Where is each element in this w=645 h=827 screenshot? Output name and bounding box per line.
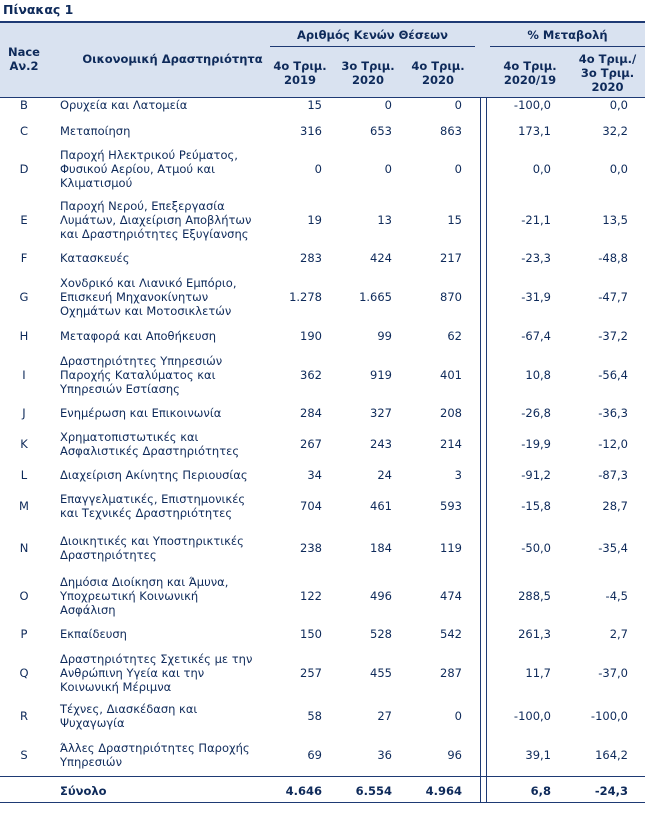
row-chg-qoq: -87,3 [598, 468, 628, 482]
row-q4-2020: 0 [454, 98, 462, 112]
row-q3-2020: 99 [377, 329, 392, 343]
row-activity-line: Κατασκευές [60, 251, 130, 265]
row-activity-line: Επισκευή Μηχανοκίνητων [60, 290, 209, 304]
total-change-qoq: -24,3 [594, 784, 628, 798]
row-nace-code: P [20, 627, 28, 641]
row-nace-code: G [19, 290, 29, 304]
row-nace-code: I [22, 368, 26, 382]
row-chg-qoq: 164,2 [595, 748, 628, 762]
row-q4-2019: 1.278 [289, 290, 322, 304]
row-activity [60, 575, 285, 617]
row-chg-qoq: 32,2 [602, 124, 628, 138]
row-activity-line: και Δραστηριότητες Εξυγίανσης [60, 227, 249, 241]
row-activity [60, 276, 285, 318]
row-q4-2020: 593 [440, 499, 462, 513]
row-chg-yoy: -21,1 [521, 213, 551, 227]
row-chg-qoq: -12,0 [598, 437, 628, 451]
row-q4-2020: 96 [447, 748, 462, 762]
row-activity-line: Χρηματοπιστωτικές και [60, 430, 199, 444]
row-chg-yoy: -26,8 [521, 406, 551, 420]
header-vacancies-group: Αριθμός Κενών Θέσεων [296, 28, 449, 42]
header-q4-2019: 4ο Τριμ. 2019 [273, 59, 327, 87]
row-chg-yoy: 10,8 [525, 368, 551, 382]
row-activity-line: Ανθρώπινη Υγεία και την [60, 666, 205, 680]
row-chg-yoy: -67,4 [521, 329, 551, 343]
row-activity-line: Άλλες Δραστηριότητες Παροχής [60, 741, 250, 755]
row-q4-2019: 19 [307, 213, 322, 227]
row-nace-code: E [20, 213, 28, 227]
row-q4-2020: 208 [440, 406, 462, 420]
row-activity-line: Διαχείριση Ακίνητης Περιουσίας [60, 468, 248, 482]
row-q4-2019: 257 [300, 666, 322, 680]
row-chg-qoq: 13,5 [602, 213, 628, 227]
row-q4-2019: 238 [300, 541, 322, 555]
row-q4-2019: 122 [300, 589, 322, 603]
row-chg-qoq: -35,4 [598, 541, 628, 555]
total-q4-2019: 4.646 [285, 784, 322, 798]
row-chg-yoy: -100,0 [513, 709, 551, 723]
row-nace-code: M [19, 499, 29, 513]
row-activity-line: Ασφάλιση [60, 603, 116, 617]
row-q3-2020: 528 [370, 627, 392, 641]
row-chg-qoq: 28,7 [602, 499, 628, 513]
row-chg-yoy: 173,1 [518, 124, 551, 138]
row-q4-2020: 401 [440, 368, 462, 382]
row-q3-2020: 653 [370, 124, 392, 138]
row-chg-qoq: -4,5 [605, 589, 628, 603]
row-nace-code: L [20, 468, 28, 482]
row-activity-line: Εκπαίδευση [60, 627, 127, 641]
row-chg-yoy: -91,2 [521, 468, 551, 482]
row-activity-line: Μεταφορά και Αποθήκευση [60, 329, 217, 343]
row-activity-line: Χονδρικό και Λιανικό Εμπόριο, [60, 276, 237, 290]
row-activity [60, 741, 285, 769]
row-chg-yoy: -23,3 [521, 251, 551, 265]
row-q4-2019: 190 [300, 329, 322, 343]
row-nace-code: D [19, 162, 29, 176]
header-q4-2020: 4ο Τριμ. 2020 [411, 59, 465, 87]
row-q3-2020: 496 [370, 589, 392, 603]
row-activity-line: Παροχή Νερού, Επεξεργασία [60, 199, 225, 213]
row-q4-2019: 150 [300, 627, 322, 641]
row-nace-code: K [20, 437, 28, 451]
row-q4-2020: 62 [447, 329, 462, 343]
row-chg-qoq: -37,2 [598, 329, 628, 343]
row-q4-2019: 267 [300, 437, 322, 451]
header-change-group: % Μεταβολή [527, 28, 608, 42]
total-label: Σύνολο [60, 784, 107, 798]
row-chg-yoy: -15,8 [521, 499, 551, 513]
row-activity-line: Οχημάτων και Μοτοσικλετών [60, 304, 232, 318]
row-q4-2020: 3 [454, 468, 462, 482]
row-activity-line: Φυσικού Αερίου, Ατμού και [60, 162, 215, 176]
row-activity-line: Παροχή Ηλεκτρικού Ρεύματος, [60, 148, 238, 162]
row-q3-2020: 184 [370, 541, 392, 555]
row-chg-yoy: 11,7 [525, 666, 551, 680]
row-q4-2020: 0 [454, 162, 462, 176]
column-divider-right [486, 97, 487, 802]
row-chg-yoy: -50,0 [521, 541, 551, 555]
row-nace-code: B [20, 98, 28, 112]
row-nace-code: S [20, 748, 28, 762]
row-activity-line: Υπηρεσιών Εστίασης [60, 382, 180, 396]
row-chg-yoy: 39,1 [525, 748, 551, 762]
row-nace-code: N [19, 541, 29, 555]
row-q3-2020: 424 [370, 251, 392, 265]
row-chg-qoq: -56,4 [598, 368, 628, 382]
row-activity-line: Λυμάτων, Διαχείριση Αποβλήτων [60, 213, 252, 227]
row-q3-2020: 919 [370, 368, 392, 382]
row-activity [60, 354, 285, 396]
row-q3-2020: 461 [370, 499, 392, 513]
row-q4-2020: 287 [440, 666, 462, 680]
row-chg-yoy: 261,3 [518, 627, 551, 641]
row-activity-line: Τέχνες, Διασκέδαση και [60, 702, 198, 716]
row-q4-2020: 542 [440, 627, 462, 641]
header-q3-2020: 3ο Τριμ. 2020 [341, 59, 395, 87]
row-activity-line: Ορυχεία και Λατομεία [60, 98, 188, 112]
row-q4-2019: 362 [300, 368, 322, 382]
row-activity [60, 124, 285, 138]
row-q4-2020: 870 [440, 290, 462, 304]
row-chg-qoq: -37,0 [598, 666, 628, 680]
row-activity-line: Υπηρεσιών [60, 755, 122, 769]
header-change-rule [490, 46, 645, 47]
row-q4-2020: 863 [440, 124, 462, 138]
row-activity-line: Ασφαλιστικές Δραστηριότητες [60, 444, 240, 458]
row-activity [60, 251, 285, 265]
row-q4-2019: 283 [300, 251, 322, 265]
row-q4-2020: 15 [447, 213, 462, 227]
row-activity-line: Δραστηριότητες Υπηρεσιών [60, 354, 223, 368]
row-activity-line: Παροχής Καταλύματος και [60, 368, 216, 382]
row-q3-2020: 13 [377, 213, 392, 227]
row-q4-2019: 34 [307, 468, 322, 482]
row-activity-line: Υποχρεωτική Κοινωνική [60, 589, 199, 603]
row-activity-line: Επαγγελματικές, Επιστημονικές [60, 492, 246, 506]
header-vacancies-rule [270, 46, 475, 47]
row-chg-yoy: 288,5 [518, 589, 551, 603]
row-nace-code: J [22, 406, 26, 420]
row-nace-code: H [19, 329, 29, 343]
row-q4-2019: 58 [307, 709, 322, 723]
row-q3-2020: 455 [370, 666, 392, 680]
row-q4-2019: 69 [307, 748, 322, 762]
total-q4-2020: 4.964 [425, 784, 462, 798]
row-chg-qoq: -47,7 [598, 290, 628, 304]
row-q4-2019: 0 [314, 162, 322, 176]
row-nace-code: Q [19, 666, 29, 680]
row-activity-line: Δραστηριότητες Σχετικές με την [60, 652, 253, 666]
row-nace-code: O [19, 589, 29, 603]
row-activity [60, 468, 285, 482]
column-divider-left [480, 97, 481, 802]
row-chg-yoy: -19,9 [521, 437, 551, 451]
row-q3-2020: 0 [384, 98, 392, 112]
total-q3-2020: 6.554 [355, 784, 392, 798]
row-q3-2020: 1.665 [359, 290, 392, 304]
row-activity-line: Δημόσια Διοίκηση και Άμυνα, [60, 575, 229, 589]
row-q3-2020: 24 [377, 468, 392, 482]
row-q3-2020: 243 [370, 437, 392, 451]
header-activity: Οικονομική Δραστηριότητα [82, 52, 263, 66]
row-activity-line: Ψυχαγωγία [60, 716, 125, 730]
row-chg-qoq: -48,8 [598, 251, 628, 265]
row-activity [60, 430, 285, 458]
row-chg-qoq: -100,0 [590, 709, 628, 723]
row-q4-2020: 474 [440, 589, 462, 603]
row-q4-2020: 0 [454, 709, 462, 723]
row-chg-yoy: -31,9 [521, 290, 551, 304]
row-q4-2019: 284 [300, 406, 322, 420]
row-activity-line: Κλιματισμού [60, 176, 133, 190]
total-change-yoy: 6,8 [530, 784, 551, 798]
row-activity [60, 148, 285, 190]
row-activity [60, 329, 285, 343]
row-nace-code: C [19, 124, 29, 138]
row-activity-line: και Τεχνικές Δραστηριότητες [60, 506, 233, 520]
row-activity [60, 534, 285, 562]
header-change-qoq: 4ο Τριμ./ 3ο Τριμ. 2020 [578, 52, 637, 94]
row-q3-2020: 27 [377, 709, 392, 723]
row-chg-qoq: 0,0 [609, 162, 628, 176]
header-top-rule [0, 21, 645, 23]
row-chg-qoq: 0,0 [609, 98, 628, 112]
row-activity-line: Κοινωνική Μέριμνα [60, 680, 172, 694]
row-activity [60, 652, 285, 694]
row-activity-line: Ενημέρωση και Επικοινωνία [60, 406, 222, 420]
row-activity-line: Μεταποίηση [60, 124, 131, 138]
table-bottom-rule [0, 802, 645, 803]
total-top-rule [0, 776, 645, 777]
header-nace: Nace Αν.2 [7, 45, 40, 73]
row-activity [60, 702, 285, 730]
row-q4-2020: 214 [440, 437, 462, 451]
header-change-yoy: 4ο Τριμ. 2020/19 [503, 59, 557, 87]
row-q3-2020: 0 [384, 162, 392, 176]
row-chg-yoy: 0,0 [532, 162, 551, 176]
row-q4-2019: 704 [300, 499, 322, 513]
row-q3-2020: 36 [377, 748, 392, 762]
row-nace-code: F [20, 251, 28, 265]
row-chg-yoy: -100,0 [513, 98, 551, 112]
row-activity [60, 98, 285, 112]
row-q4-2019: 316 [300, 124, 322, 138]
row-q4-2020: 119 [440, 541, 462, 555]
row-activity [60, 406, 285, 420]
table-title: Πίνακας 1 [3, 2, 74, 17]
row-activity [60, 199, 285, 241]
row-chg-qoq: 2,7 [609, 627, 628, 641]
row-activity [60, 492, 285, 520]
row-q4-2019: 15 [307, 98, 322, 112]
row-activity [60, 627, 285, 641]
row-activity-line: Διοικητικές και Υποστηρικτικές [60, 534, 244, 548]
row-activity-line: Δραστηριότητες [60, 548, 157, 562]
row-nace-code: R [20, 709, 28, 723]
row-chg-qoq: -36,3 [598, 406, 628, 420]
row-q4-2020: 217 [440, 251, 462, 265]
row-q3-2020: 327 [370, 406, 392, 420]
